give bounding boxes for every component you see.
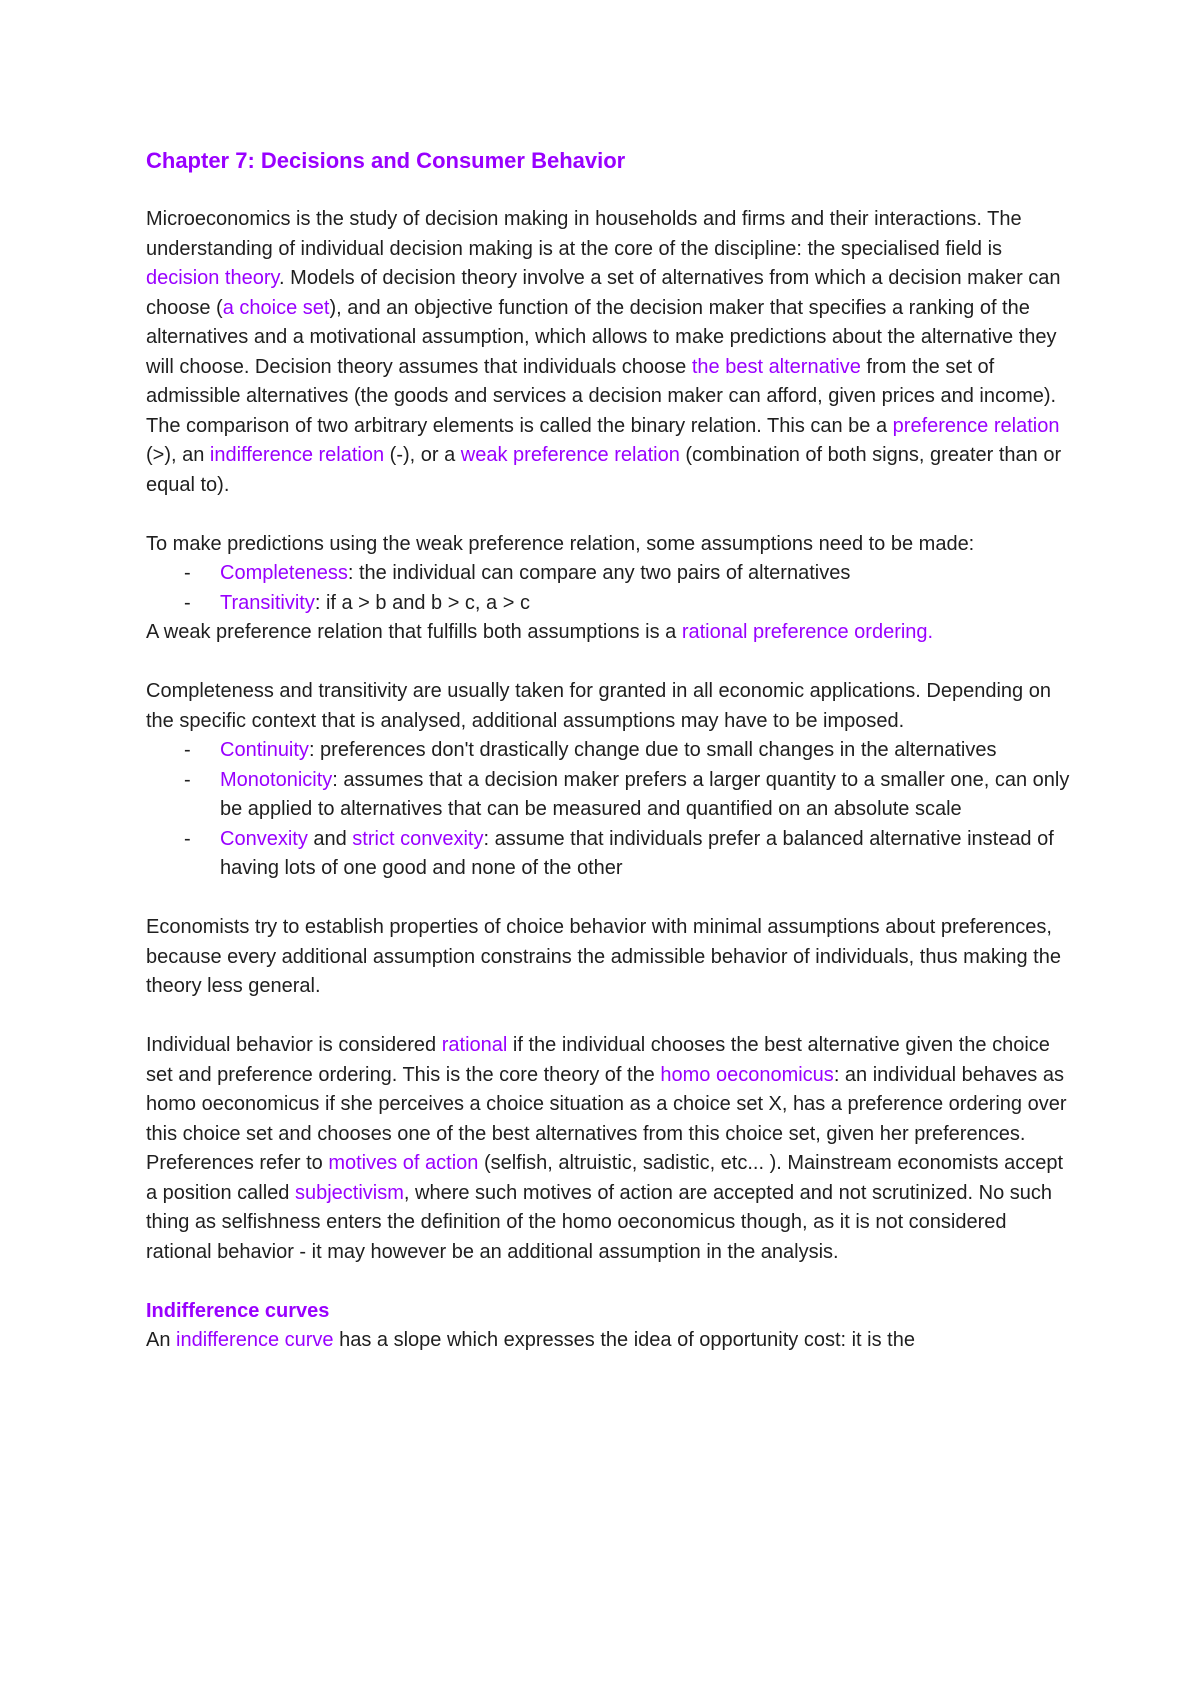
preferences-paragraph bbox=[146, 1149, 1076, 1267]
basic-assumptions-list bbox=[146, 559, 1076, 618]
intro-paragraph bbox=[146, 205, 1076, 412]
text-run: Microeconomics is the study of decision making in households and firms and their interactions. The understanding of individual decision making is at the core of the discipline: the specialised field is bbox=[146, 208, 1022, 260]
text-run: if the individual chooses the best alternative given the choice set and preference ordering. This is the core theory of the bbox=[146, 1034, 1050, 1086]
text-run: from the set of admissible alternatives (the goods and services a decision maker can afford, given prices and income). bbox=[146, 355, 1057, 407]
term-decision-theory: decision theory bbox=[146, 267, 280, 289]
term-monotonicity: Monotonicity bbox=[220, 768, 333, 791]
text-run: : if a > b and b > c, a > c bbox=[314, 591, 530, 614]
text-run: (>), an bbox=[146, 444, 210, 466]
list-item-transitivity bbox=[146, 589, 1076, 619]
minimal-assumptions-paragraph: Economists try to establish properties of choice behavior with minimal assumptions about preferences, because every additional assumption constrains the admissible behavior of individuals, thus making the theory less general. bbox=[146, 916, 1061, 997]
term-indifference-relation: indifference relation bbox=[209, 444, 385, 466]
term-weak-preference-relation: weak preference relation bbox=[460, 444, 680, 466]
list-item-monotonicity bbox=[146, 766, 1076, 825]
term-preference-relation: preference relation bbox=[892, 414, 1060, 437]
list-item-convexity bbox=[146, 825, 1076, 884]
text-run: Preferences refer to bbox=[146, 1152, 329, 1174]
additional-assumptions-paragraph: Completeness and transitivity are usually taken for granted in all economic applications. Depending on the specific context that is analysed, additional assumptions may have to be imposed. bbox=[146, 680, 1051, 732]
term-motives-of-action: motives of action bbox=[328, 1152, 479, 1174]
assumptions-intro-paragraph: To make predictions using the weak preference relation, some assumptions need to be made: bbox=[146, 532, 975, 555]
indifference-curve-paragraph bbox=[146, 1326, 1076, 1356]
text-run: (-), or a bbox=[384, 444, 461, 466]
text-run: The comparison of two arbitrary elements is called the binary relation. This can be a bbox=[146, 414, 893, 437]
dash-bullet: - bbox=[184, 739, 191, 761]
text-run: An bbox=[146, 1329, 177, 1351]
list-item-completeness bbox=[146, 559, 1076, 589]
rational-ordering-paragraph bbox=[146, 618, 1076, 648]
text-run: : preferences don't drastically change due to small changes in the alternatives bbox=[308, 739, 997, 761]
section-heading-indifference-curves: Indifference curves bbox=[146, 1299, 330, 1322]
term-rational: rational bbox=[441, 1034, 508, 1056]
dash-bullet: - bbox=[184, 827, 191, 850]
term-strict-convexity: strict convexity bbox=[352, 827, 484, 850]
binary-relation-paragraph bbox=[146, 412, 1076, 501]
text-run: : assume that individuals prefer a balanced alternative instead of having lots of one good and none of the other bbox=[220, 827, 1054, 879]
text-run: Individual behavior is considered bbox=[146, 1034, 442, 1056]
text-run: (combination of both signs, greater than or equal to). bbox=[146, 444, 1062, 496]
chapter-title: Chapter 7: Decisions and Consumer Behavior bbox=[146, 148, 626, 173]
dash-bullet: - bbox=[184, 562, 191, 584]
text-run: : an individual behaves as homo oeconomicus if she perceives a choice situation as a choice set X, has a preference ordering over this choice set and chooses one of the best alternatives from this choice set, given her preferences. bbox=[146, 1063, 1067, 1145]
additional-assumptions-list bbox=[146, 736, 1076, 884]
text-run: and bbox=[307, 827, 353, 850]
text-run: ), and an objective function of the decision maker that specifies a ranking of the alternatives and a motivational assumption, which allows to make predictions about the alternative they will choose. Decision theory assumes that individuals choose bbox=[146, 296, 1057, 378]
text-run: (selfish, altruistic, sadistic, etc... ). Mainstream economists accept a position called bbox=[146, 1152, 1064, 1204]
term-rational-preference-ordering: rational preference ordering. bbox=[681, 621, 934, 643]
text-run: has a slope which expresses the idea of opportunity cost: it is the bbox=[333, 1329, 915, 1351]
dash-bullet: - bbox=[184, 591, 191, 614]
term-transitivity: Transitivity bbox=[220, 591, 315, 614]
term-convexity: Convexity bbox=[220, 827, 308, 850]
text-run: : the individual can compare any two pairs of alternatives bbox=[347, 562, 851, 584]
term-indifference-curve: indifference curve bbox=[176, 1329, 334, 1351]
term-best-alternative: the best alternative bbox=[691, 355, 861, 378]
term-continuity: Continuity bbox=[220, 739, 309, 761]
list-item-continuity bbox=[146, 736, 1076, 766]
text-run: : assumes that a decision maker prefers a larger quantity to a smaller one, can only be applied to alternatives that can be measured and quantified on an absolute scale bbox=[220, 768, 1070, 820]
text-run: , where such motives of action are accepted and not scrutinized. No such thing as selfishness enters the definition of the homo oeconomicus though, as it is not considered rational behavior - it may however be an additional assumption in the analysis. bbox=[146, 1181, 1053, 1263]
text-run: A weak preference relation that fulfills both assumptions is a bbox=[146, 621, 682, 643]
term-homo-oeconomicus: homo oeconomicus bbox=[660, 1063, 834, 1086]
term-choice-set: a choice set bbox=[222, 296, 330, 319]
term-subjectivism: subjectivism bbox=[294, 1181, 404, 1204]
homo-oeconomicus-paragraph bbox=[146, 1031, 1076, 1149]
document-page bbox=[146, 146, 1076, 1356]
text-run: . Models of decision theory involve a set of alternatives from which a decision maker can choose ( bbox=[146, 267, 1061, 319]
dash-bullet: - bbox=[184, 768, 191, 791]
term-completeness: Completeness bbox=[220, 562, 348, 584]
